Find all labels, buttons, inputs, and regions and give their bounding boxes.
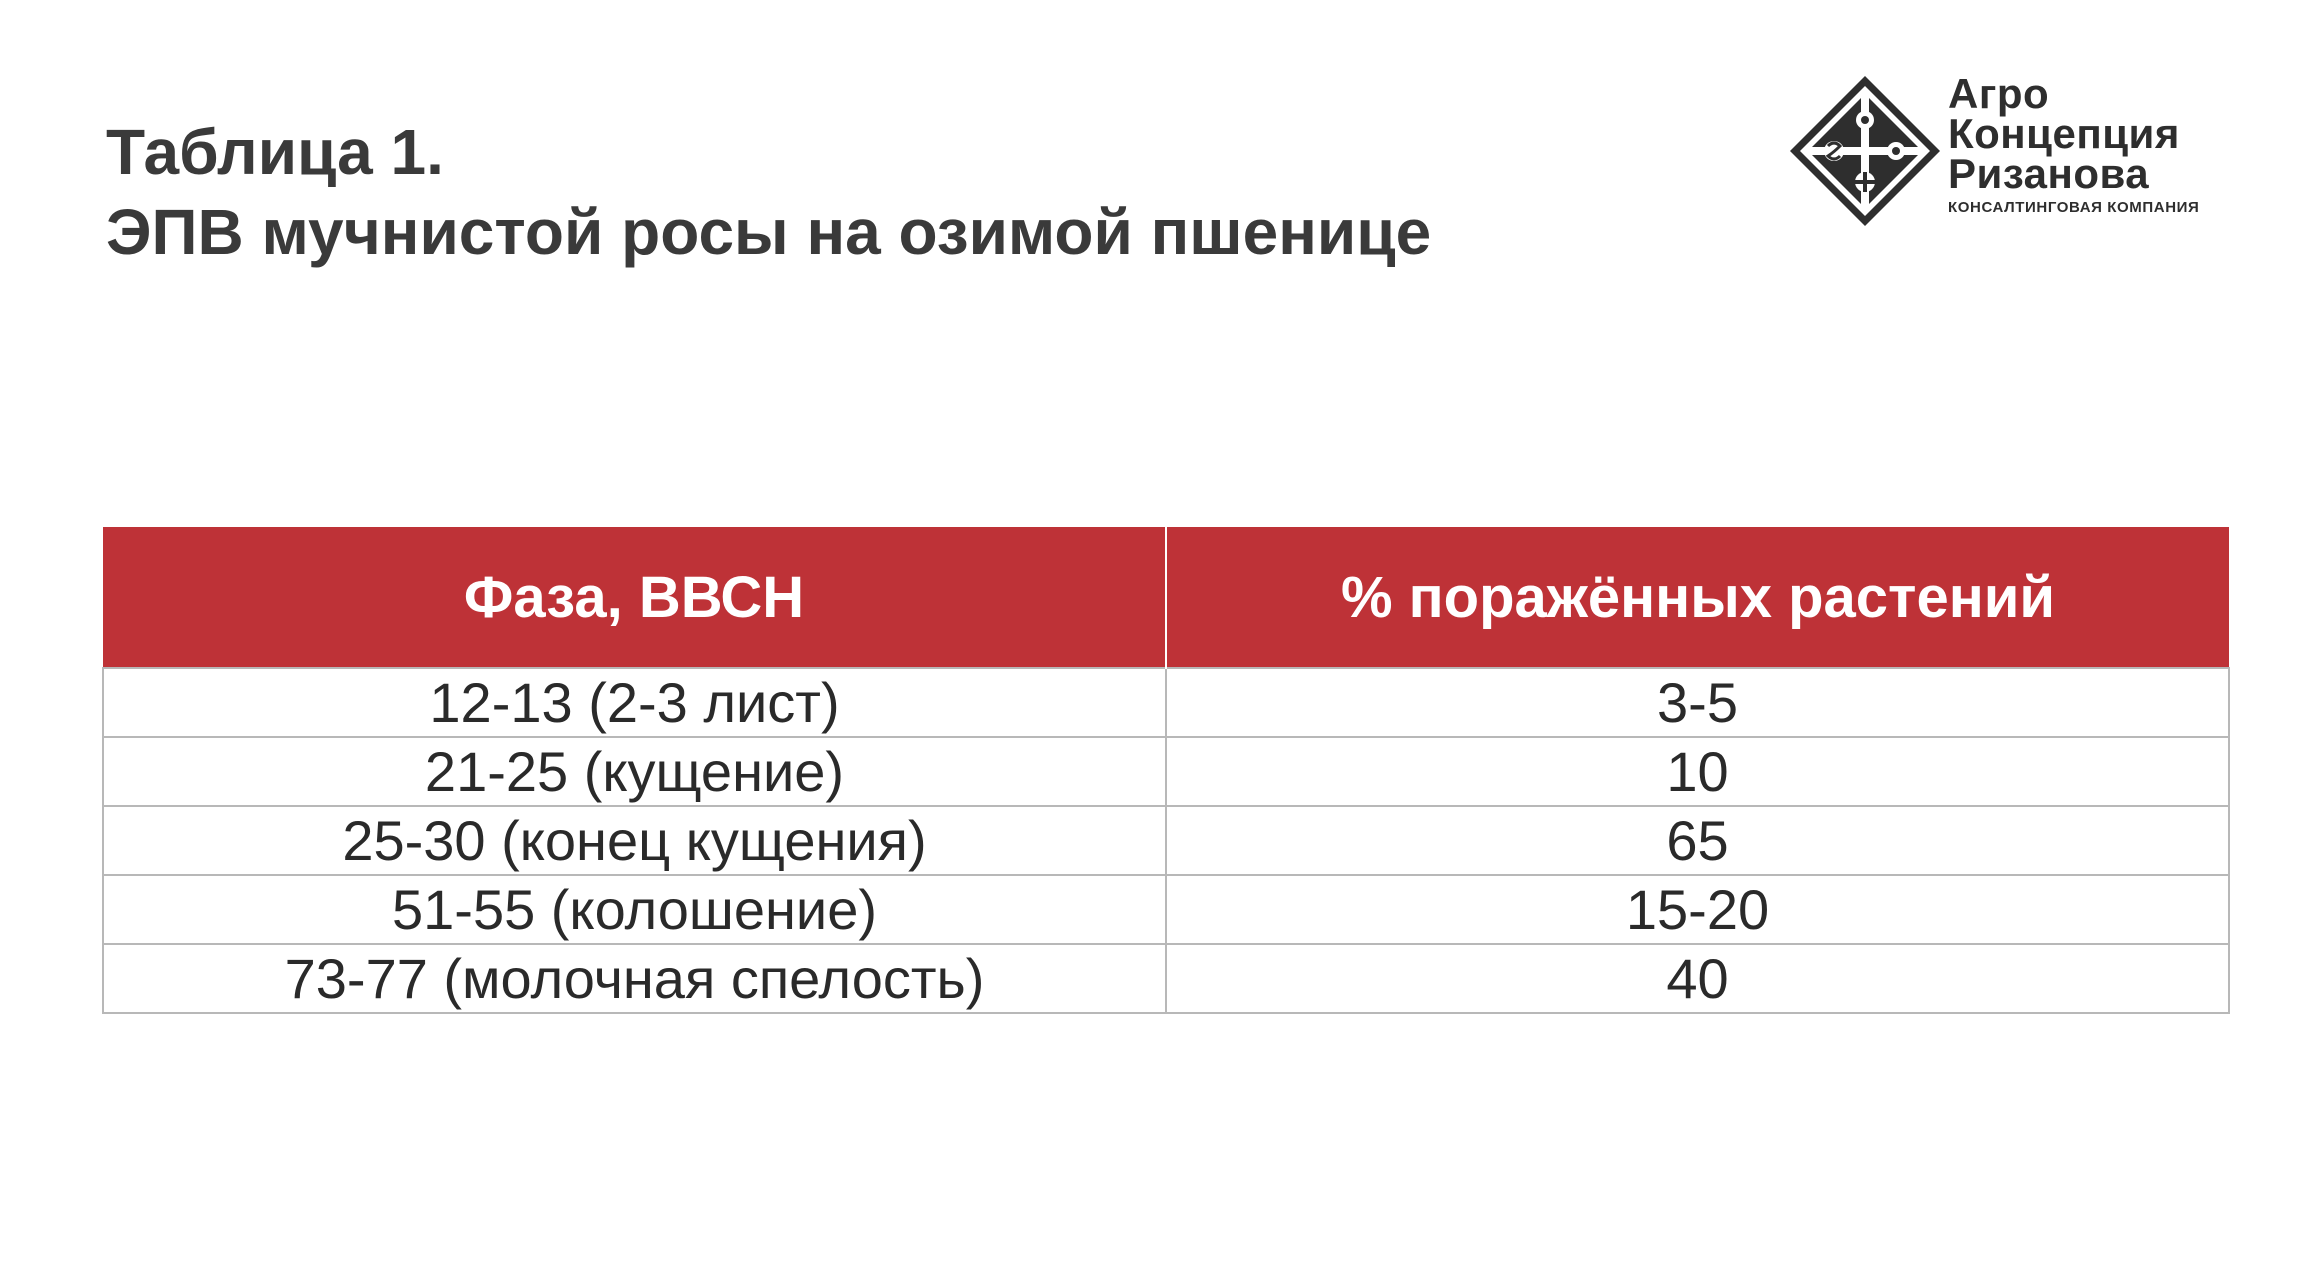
table-row: [103, 944, 2229, 1013]
table-cell-percent: 15-20: [1166, 875, 2229, 944]
table-cell-phase: 25-30 (конец кущения): [103, 806, 1166, 875]
data-table: [102, 527, 2230, 1014]
table-cell-phase: 51-55 (колошение): [103, 875, 1166, 944]
table-row: [103, 668, 2229, 737]
table-cell-percent: 65: [1166, 806, 2229, 875]
company-logo: [1790, 72, 2250, 232]
table-row: [103, 875, 2229, 944]
column-header-phase: Фаза, ВВСН: [103, 527, 1166, 668]
logo-line-1: Агро: [1948, 70, 2050, 117]
ornament-logo-icon: [1790, 76, 1940, 226]
page-title: [106, 112, 1606, 272]
table-row: [103, 737, 2229, 806]
title-line-1: Таблица 1.: [106, 116, 444, 188]
table-cell-percent: 10: [1166, 737, 2229, 806]
logo-line-3: Ризанова: [1948, 150, 2150, 197]
table-header-row: [103, 527, 2229, 668]
table-cell-percent: 40: [1166, 944, 2229, 1013]
title-line-2: ЭПВ мучнистой росы на озимой пшенице: [106, 196, 1432, 268]
column-header-percent: % поражённых растений: [1166, 527, 2229, 668]
table-cell-phase: 12-13 (2-3 лист): [103, 668, 1166, 737]
logo-text: [1948, 70, 2200, 218]
table-cell-percent: 3-5: [1166, 668, 2229, 737]
table-cell-phase: 21-25 (кущение): [103, 737, 1166, 806]
table-cell-phase: 73-77 (молочная спелость): [103, 944, 1166, 1013]
logo-line-2: Концепция: [1948, 110, 2180, 157]
logo-subtitle: КОНСАЛТИНГОВАЯ КОМПАНИЯ: [1948, 199, 2200, 216]
table-row: [103, 806, 2229, 875]
